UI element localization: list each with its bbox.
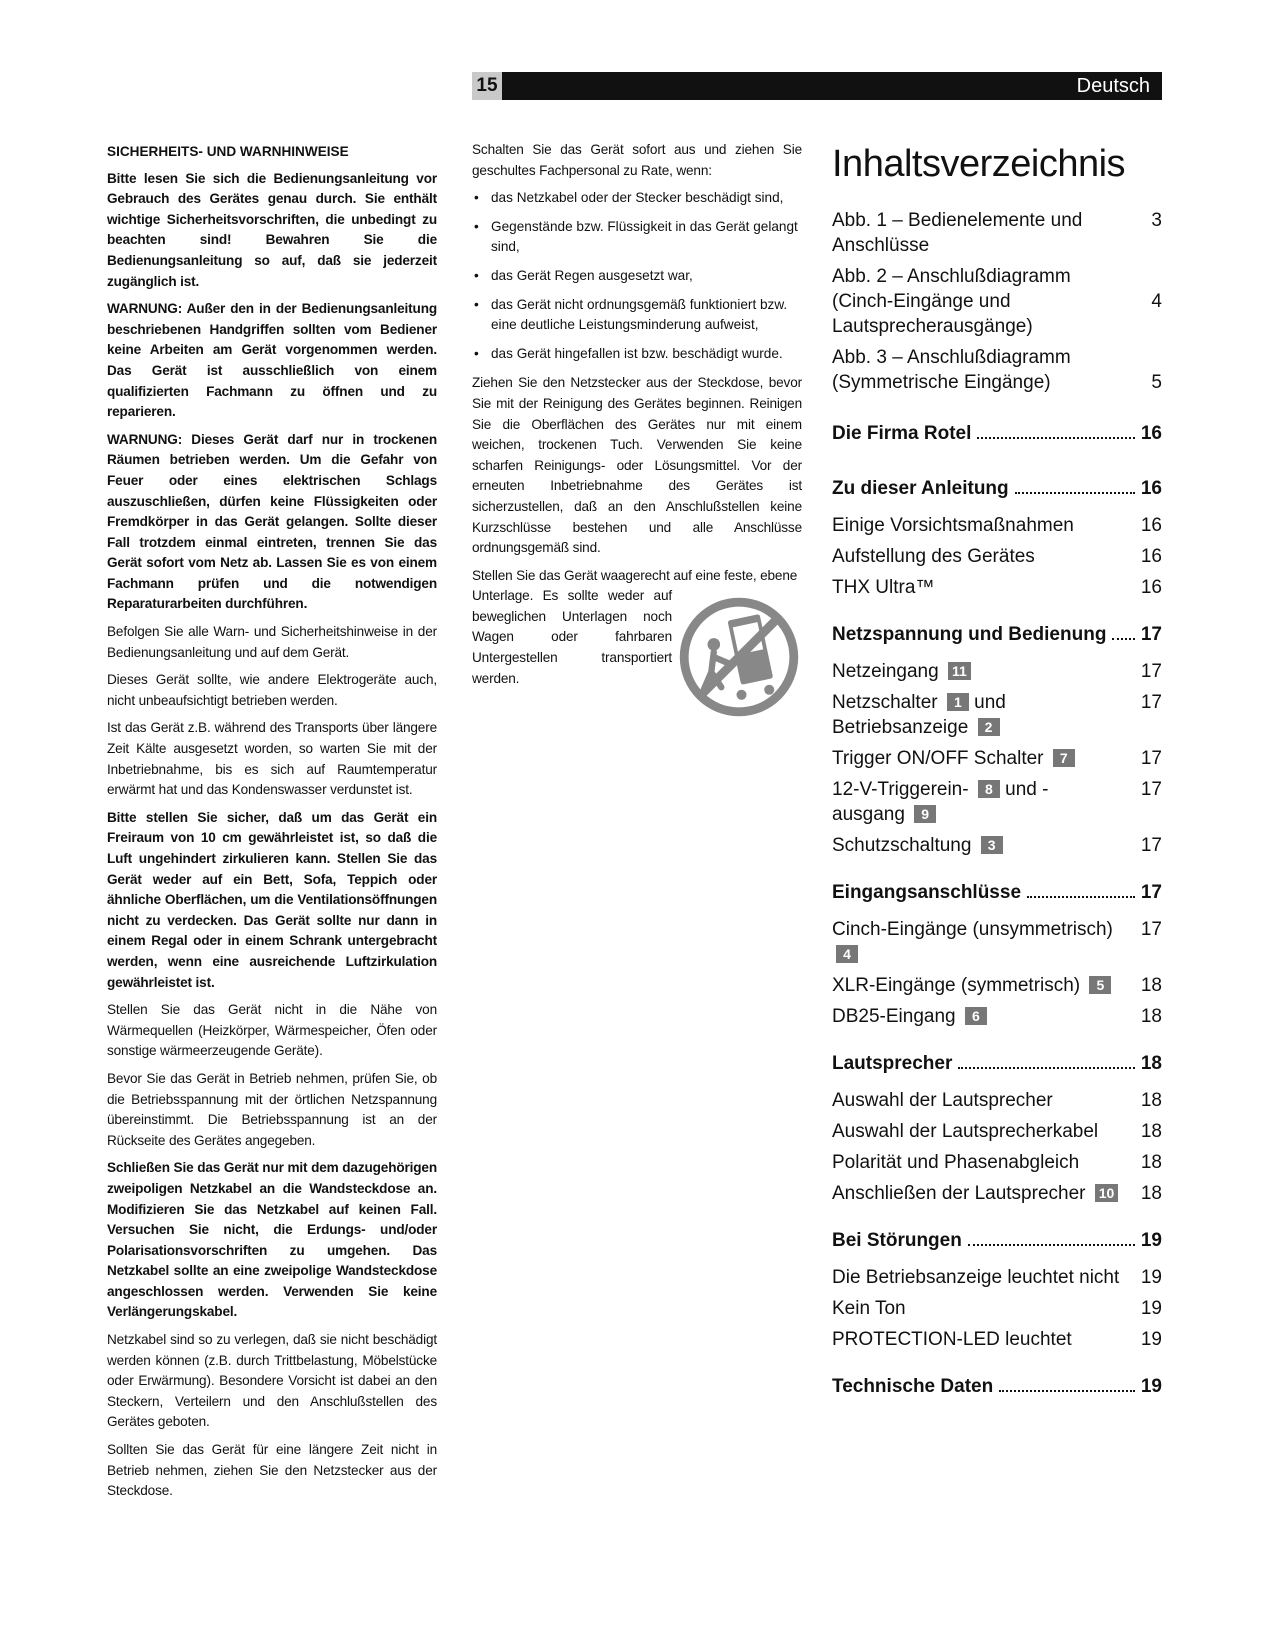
toc-section[interactable] [832, 880, 1162, 905]
cart-warning [472, 566, 802, 690]
toc-entry[interactable] [832, 1088, 1162, 1113]
paragraph: Schließen Sie das Gerät nur mit dem dazugehörigen zweipoligen Netzkabel an die Wandsteckdose an. Modifizieren Sie das Netzkabel auf keinen Fall. Versuchen Sie nicht, die Erdungs- und/oder Polarisationsvorschriften zu umgehen. Das Netzkabel sollte an eine zweipolige Wandsteckdose angeschlossen werden. Verwenden Sie keine Verlängerungskabel. [107, 1160, 437, 1320]
toc-section-title: Technische Daten [832, 1376, 994, 1397]
toc-entry-page: 16 [1140, 577, 1162, 598]
toc-entry-text: Abb. 3 – Anschlußdiagramm (Symmetrische Eingänge) [832, 347, 1071, 393]
toc-entry-page: 17 [1140, 779, 1162, 800]
toc-section-title: Die Firma Rotel [832, 423, 972, 444]
callout-badge: 11 [948, 662, 971, 680]
toc-entry[interactable] [832, 208, 1162, 258]
toc-section[interactable] [832, 622, 1162, 647]
toc-entry-page: 18 [1140, 1006, 1162, 1027]
toc-section-page: 19 [1140, 1376, 1162, 1397]
toc-entry-text: Cinch-Eingänge (unsymmetrisch) [832, 919, 1113, 940]
toc-entry-page: 19 [1140, 1329, 1162, 1350]
toc-entry[interactable] [832, 777, 1162, 827]
toc-entry-page: 19 [1140, 1267, 1162, 1288]
toc-section-title: Bei Störungen [832, 1230, 962, 1251]
toc-entry-page: 17 [1140, 692, 1162, 713]
callout-badge: 5 [1089, 976, 1111, 994]
list-item: • das Gerät nicht ordnungsgemäß funktioniert bzw. eine deutliche Leistungsminderung aufweist, [472, 295, 802, 336]
toc-section-title: Eingangsanschlüsse [832, 882, 1022, 903]
paragraph: Netzkabel sind so zu verlegen, daß sie nicht beschädigt werden können (z.B. durch Trittbelastung, Möbelstücke oder Erwärmung). Besondere Vorsicht ist dabei an den Steckern, Verteilern und den Anschlußstellen des Gerätes geboten. [107, 1332, 437, 1430]
callout-badge: 3 [981, 836, 1003, 854]
toc-entry[interactable] [832, 973, 1162, 998]
callout-badge: 9 [914, 805, 936, 823]
toc-entry-page: 16 [1140, 515, 1162, 536]
toc-entry-text: Die Betriebsanzeige leuchtet nicht [832, 1267, 1120, 1288]
page-number: 15 [472, 72, 502, 100]
toc-entry[interactable] [832, 264, 1162, 339]
toc-leader [1027, 896, 1135, 898]
toc-entry-page: 17 [1140, 661, 1162, 682]
toc-section[interactable] [832, 1051, 1162, 1076]
list-item: • das Gerät Regen ausgesetzt war, [472, 266, 802, 287]
paragraph: Bevor Sie das Gerät in Betrieb nehmen, prüfen Sie, ob die Betriebsspannung mit der örtlichen Netzspannung übereinstimmt. Die Betriebsspannung ist an der Rückseite des Gerätes angegeben. [107, 1070, 437, 1148]
callout-badge: 4 [836, 945, 858, 963]
list-item: • das Netzkabel oder der Stecker beschädigt sind, [472, 188, 802, 209]
toc-entry-page: 18 [1140, 975, 1162, 996]
callout-badge: 1 [947, 693, 969, 711]
toc-entry-text: XLR-Eingänge (symmetrisch) [832, 975, 1081, 996]
paragraph: Dieses Gerät sollte, wie andere Elektrogeräte auch, nicht unbeaufsichtigt betrieben werden. [107, 672, 437, 708]
toc-entry-text: Schutzschaltung [832, 835, 972, 856]
toc-entry-text: Einige Vorsichtsmaßnahmen [832, 515, 1074, 536]
toc-entry-text: Trigger ON/OFF Schalter [832, 748, 1044, 769]
list-item: • das Gerät hingefallen ist bzw. beschädigt wurde. [472, 344, 802, 365]
toc-entry-text: und - ausgang [832, 779, 1049, 825]
toc-entry-page: 17 [1140, 835, 1162, 856]
toc-entry[interactable] [832, 1150, 1162, 1175]
toc-entry-text: Polarität und Phasenabgleich [832, 1152, 1080, 1173]
paragraph: Bitte stellen Sie sicher, daß um das Gerät ein Freiraum von 10 cm gewährleistet ist, so daß die Luft ungehindert zirkulieren kann. Stellen Sie das Gerät weder auf ein Bett, Sofa, Teppich oder ähnliche Oberflächen, um die Ventilationsöffnungen nicht zu verdecken. Das Gerät sollte nur dann in einem Regal oder in einem Schrank untergebracht werden, wenn eine ausreichende Luftzirkulation gewährleistet ist. [107, 809, 437, 990]
toc-entry[interactable] [832, 544, 1162, 569]
safety-heading: SICHERHEITS- UND WARNHINWEISE [107, 144, 349, 159]
paragraph: WARNUNG: Dieses Gerät darf nur in trockenen Räumen betrieben werden. Um die Gefahr von Feuer oder eines elektrischen Schlags auszuschließen, dürfen keine Flüssigkeiten oder Fremdkörper in das Gerät gelangen. Sollte dieser Fall trotzdem einmal eintreten, trennen Sie das Gerät sofort vom Netz ab. Lassen Sie es von einem Fachmann prüfen und die notwendigen Reparaturarbeiten durchführen. [107, 431, 437, 612]
toc-entry-text: Auswahl der Lautsprecherkabel [832, 1121, 1099, 1142]
toc-entry[interactable] [832, 746, 1162, 771]
toc-leader [958, 1067, 1134, 1069]
toc-entry-text: Kein Ton [832, 1298, 906, 1319]
callout-badge: 8 [978, 780, 1000, 798]
toc-entry-text: und Betriebsanzeige [832, 692, 1006, 738]
toc-entry[interactable] [832, 1327, 1162, 1352]
toc-entry-page: 18 [1140, 1183, 1162, 1204]
toc-entry-page: 18 [1140, 1090, 1162, 1111]
paragraph: Ist das Gerät z.B. während des Transports über längere Zeit Kälte ausgesetzt worden, so warten Sie mit der Inbetriebnahme, bis es sich auf Raumtemperatur erwärmt hat und das Kondenswasser verdunstet ist. [107, 720, 437, 798]
toc-section-title: Zu dieser Anleitung [832, 478, 1009, 499]
table-of-contents [832, 140, 1162, 1411]
toc-section-page: 17 [1140, 882, 1162, 903]
toc-entry-text: Netzeingang [832, 661, 939, 682]
paragraph: Schalten Sie das Gerät sofort aus und ziehen Sie geschultes Fachpersonal zu Rate, wenn: [472, 142, 802, 178]
toc-entry[interactable] [832, 690, 1162, 740]
toc-section-title: Netzspannung und Bedienung [832, 624, 1107, 645]
toc-entry-page: 17 [1140, 748, 1162, 769]
toc-entry[interactable] [832, 575, 1162, 600]
toc-entry[interactable] [832, 1296, 1162, 1321]
toc-section[interactable] [832, 476, 1162, 501]
toc-entry-page: 19 [1140, 1298, 1162, 1319]
toc-entry-page: 4 [1151, 291, 1162, 312]
toc-entry[interactable] [832, 659, 1162, 684]
toc-entry-text: Abb. 1 – Bedienelemente und Anschlüsse [832, 210, 1083, 256]
toc-section-page: 16 [1140, 478, 1162, 499]
paragraph: Bitte lesen Sie sich die Bedienungsanleitung vor Gebrauch des Gerätes genau durch. Sie enthält wichtige Sicherheitsvorschriften, die unbedingt zu beachten sind! Bewahren Sie die Bedienungsanleitung so auf, daß sie jederzeit zugänglich ist. [107, 170, 437, 289]
toc-entry-page: 17 [1140, 919, 1162, 940]
safety-column-2 [472, 140, 802, 696]
language-label: Deutsch [1076, 75, 1150, 97]
toc-leader [977, 437, 1134, 439]
toc-entry-text: Netzschalter [832, 692, 938, 713]
callout-badge: 2 [978, 718, 1000, 736]
header-bar [502, 72, 1162, 100]
toc-entry-text: THX Ultra™ [832, 577, 935, 598]
safety-column [107, 140, 437, 1509]
paragraph: Stellen Sie das Gerät nicht in die Nähe von Wärmequellen (Heizkörper, Wärmespeicher, Öfen oder sonstige wärmeerzeugende Geräte). [107, 1002, 437, 1059]
paragraph: Sollten Sie das Gerät für eine längere Zeit nicht in Betrieb nehmen, ziehen Sie den Netzstecker aus der Steckdose. [107, 1442, 437, 1499]
paragraph: Befolgen Sie alle Warn- und Sicherheitshinweise in der Bedienungsanleitung und auf dem Gerät. [107, 624, 437, 660]
callout-badge: 10 [1095, 1184, 1119, 1202]
toc-entry[interactable] [832, 833, 1162, 858]
toc-leader [999, 1390, 1135, 1392]
toc-section-page: 19 [1140, 1230, 1162, 1251]
toc-entry-page: 18 [1140, 1152, 1162, 1173]
toc-entry[interactable] [832, 917, 1162, 967]
cart-tip-warning-icon [676, 594, 802, 720]
toc-entry-text: 12-V-Triggerein- [832, 779, 969, 800]
toc-entry-text: Aufstellung des Gerätes [832, 546, 1035, 567]
toc-section-page: 16 [1140, 423, 1162, 444]
paragraph: Ziehen Sie den Netzstecker aus der Steckdose, bevor Sie mit der Reinigung des Gerätes beginnen. Reinigen Sie die Oberflächen des Gerätes nur mit einem weichen, trockenen Tuch. Verwenden Sie keine scharfen Reinigungs- oder Lösungsmittel. Vor der erneuten Inbetriebnahme des Gerätes ist sicherzustellen, daß an den Anschlußstellen keine Kurzschlüsse bestehen und alle Anschlüsse ordnungsgemäß sind. [472, 375, 802, 556]
toc-entry-page: 5 [1151, 372, 1162, 393]
list-item: • Gegenstände bzw. Flüssigkeit in das Gerät gelangt sind, [472, 217, 802, 258]
toc-title: Inhaltsverzeichnis [832, 143, 1126, 185]
callout-badge: 6 [965, 1007, 987, 1025]
toc-section[interactable] [832, 1228, 1162, 1253]
toc-section[interactable] [832, 421, 1162, 446]
condition-list [472, 188, 802, 364]
toc-entry[interactable] [832, 1181, 1162, 1206]
paragraph: Stellen Sie das Gerät waagerecht auf eine feste, ebene [472, 567, 798, 583]
toc-entry-page: 18 [1140, 1121, 1162, 1142]
toc-leader [968, 1244, 1135, 1246]
paragraph: Unterlage. Es sollte weder auf beweglichen Unterlagen noch Wagen oder fahrbaren Untergestellen transportiert werden. [472, 588, 672, 686]
toc-leader [1112, 638, 1134, 640]
toc-entry-page: 3 [1151, 210, 1162, 231]
toc-entry-text: DB25-Eingang [832, 1006, 956, 1027]
paragraph: WARNUNG: Außer den in der Bedienungsanleitung beschriebenen Handgriffen sollten vom Bediener keine Arbeiten am Gerät vorgenommen werden. Das Gerät ist ausschließlich von einem qualifizierten Fachmann zu öffnen und zu reparieren. [107, 301, 437, 420]
toc-section-page: 18 [1140, 1053, 1162, 1074]
toc-entry[interactable] [832, 1004, 1162, 1029]
toc-entry-text: Anschließen der Lautsprecher [832, 1183, 1086, 1204]
toc-entry[interactable] [832, 513, 1162, 538]
toc-entry-text: Abb. 2 – Anschlußdiagramm (Cinch-Eingänge und Lautsprecherausgänge) [832, 266, 1071, 337]
toc-entry-page: 16 [1140, 546, 1162, 567]
callout-badge: 7 [1053, 749, 1075, 767]
toc-section-title: Lautsprecher [832, 1053, 953, 1074]
toc-section-page: 17 [1140, 624, 1162, 645]
toc-entry[interactable] [832, 1265, 1162, 1290]
toc-entry[interactable] [832, 345, 1162, 395]
toc-entry-text: PROTECTION-LED leuchtet [832, 1329, 1072, 1350]
toc-entry[interactable] [832, 1119, 1162, 1144]
toc-entry-text: Auswahl der Lautsprecher [832, 1090, 1053, 1111]
toc-section[interactable] [832, 1374, 1162, 1399]
toc-leader [1015, 492, 1135, 494]
